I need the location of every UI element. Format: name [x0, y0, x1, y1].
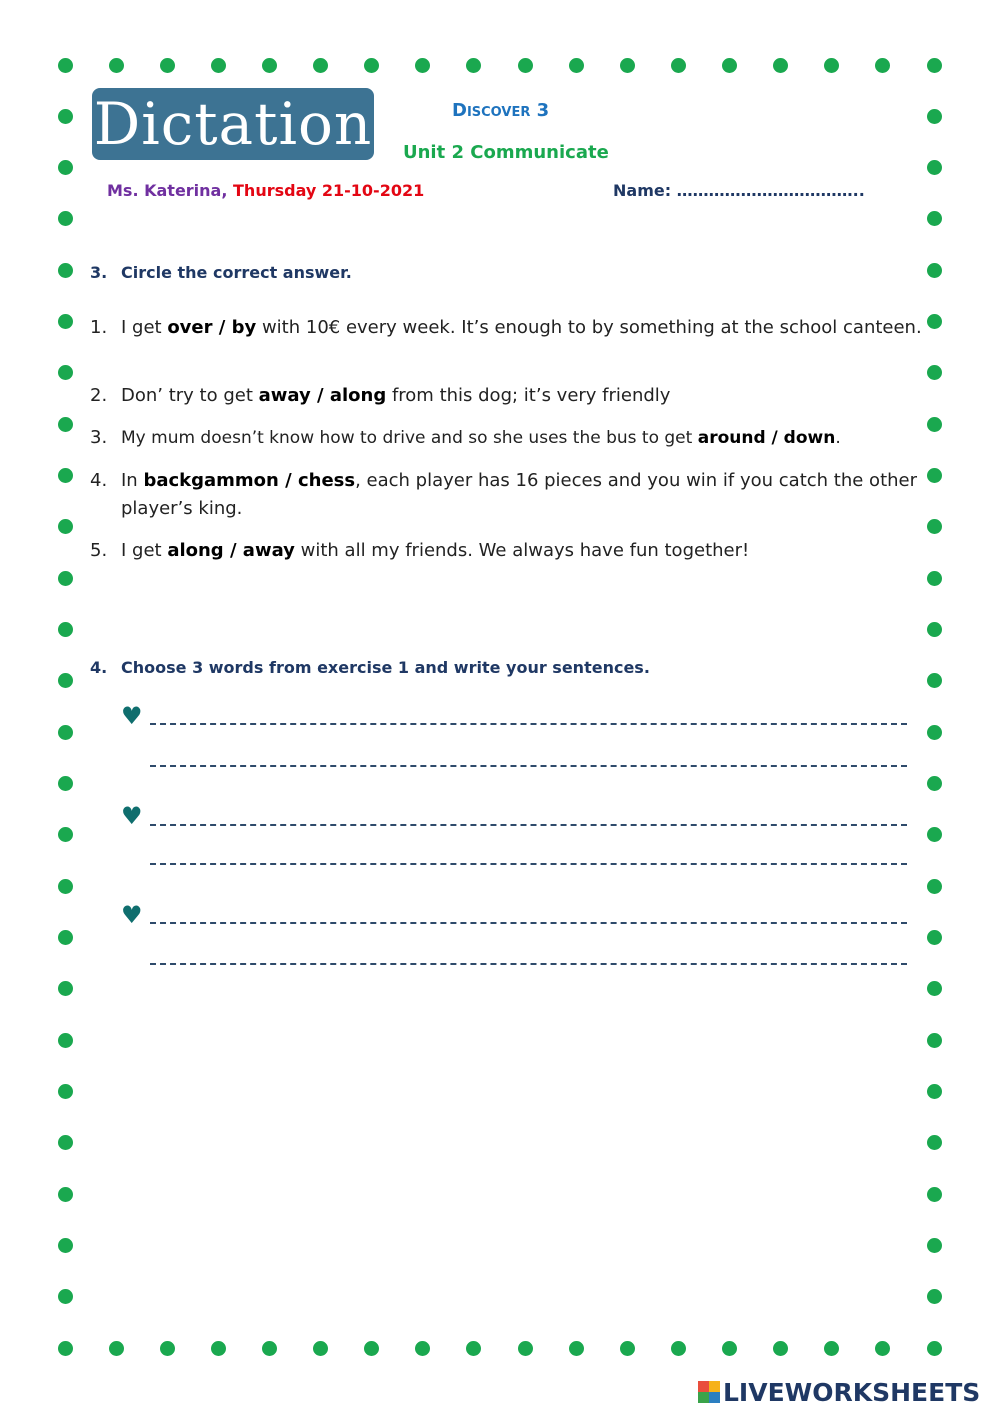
border-dot	[58, 1135, 73, 1150]
border-dot	[824, 1341, 839, 1356]
border-dot	[364, 58, 379, 73]
answer-line[interactable]	[150, 963, 907, 965]
border-dot	[927, 827, 942, 842]
course-title: Discover 3	[452, 100, 550, 121]
teacher-name: Ms. Katerina,	[107, 181, 228, 200]
item-text: I get along / away with all my friends. We always have fun together!	[121, 540, 750, 561]
liveworksheets-logo	[698, 1378, 980, 1406]
border-dot	[518, 1341, 533, 1356]
answer-line[interactable]	[150, 863, 907, 865]
border-dot	[58, 725, 73, 740]
border-dot	[927, 1135, 942, 1150]
date: Thursday 21-10-2021	[233, 181, 425, 200]
border-dot	[927, 622, 942, 637]
border-dot	[927, 981, 942, 996]
border-dot	[671, 58, 686, 73]
border-dot	[722, 58, 737, 73]
answer-options[interactable]: along / away	[167, 540, 295, 561]
border-dot	[313, 58, 328, 73]
border-dot	[160, 1341, 175, 1356]
border-dot	[58, 981, 73, 996]
heart-icon: ♥	[121, 702, 143, 730]
border-dot	[262, 1341, 277, 1356]
border-dot	[927, 263, 942, 278]
answer-line[interactable]	[150, 765, 907, 767]
answer-line[interactable]	[150, 824, 907, 826]
border-dot	[620, 1341, 635, 1356]
border-dot	[58, 365, 73, 380]
border-dot	[313, 1341, 328, 1356]
border-dot	[58, 58, 73, 73]
item-text: In backgammon / chess, each player has 16 pieces and you win if you catch the other player’s king.	[121, 470, 918, 519]
question-item	[90, 382, 930, 410]
border-dot	[58, 673, 73, 688]
border-dot	[58, 160, 73, 175]
border-dot	[58, 468, 73, 483]
border-dot	[671, 1341, 686, 1356]
exercise-3-heading	[90, 263, 352, 282]
question-item	[90, 467, 930, 523]
border-dot	[466, 1341, 481, 1356]
border-dot	[58, 1033, 73, 1048]
answer-options[interactable]: away / along	[258, 385, 387, 406]
item-number: 5.	[90, 540, 108, 561]
border-dot	[927, 160, 942, 175]
border-dot	[569, 1341, 584, 1356]
border-dot	[58, 1084, 73, 1099]
border-dot	[927, 1033, 942, 1048]
dictation-logo	[92, 88, 374, 160]
border-dot	[927, 109, 942, 124]
student-name-field: Name: ……………………………..	[613, 181, 865, 200]
border-dot	[620, 58, 635, 73]
border-dot	[211, 1341, 226, 1356]
border-dot	[927, 571, 942, 586]
border-dot	[364, 1341, 379, 1356]
border-dot	[109, 58, 124, 73]
border-dot	[262, 58, 277, 73]
border-dot	[58, 571, 73, 586]
exercise-number: 3.	[90, 263, 108, 282]
item-text: My mum doesn’t know how to drive and so she uses the bus to get around / down.	[121, 428, 841, 448]
border-dot	[58, 519, 73, 534]
answer-options[interactable]: over / by	[167, 317, 257, 338]
liveworksheets-logo-icon	[698, 1381, 720, 1403]
question-item	[90, 424, 940, 452]
heart-icon: ♥	[121, 802, 143, 830]
border-dot	[927, 725, 942, 740]
item-number: 1.	[90, 317, 108, 338]
border-dot	[927, 1289, 942, 1304]
border-dot	[58, 1341, 73, 1356]
border-dot	[927, 776, 942, 791]
border-dot	[875, 58, 890, 73]
item-number: 2.	[90, 385, 108, 406]
item-number: 3.	[90, 427, 108, 448]
item-number: 4.	[90, 470, 108, 491]
teacher-line	[107, 181, 424, 200]
exercise-instruction: Choose 3 words from exercise 1 and write your sentences.	[121, 658, 650, 677]
border-dot	[773, 58, 788, 73]
item-text: Don’ try to get away / along from this dog; it’s very friendly	[121, 385, 671, 406]
border-dot	[824, 58, 839, 73]
border-dot	[58, 109, 73, 124]
border-dot	[518, 58, 533, 73]
brand-name: LIVEWORKSHEETS	[723, 1377, 981, 1407]
border-dot	[211, 58, 226, 73]
border-dot	[927, 365, 942, 380]
border-dot	[773, 1341, 788, 1356]
border-dot	[58, 776, 73, 791]
border-dot	[927, 673, 942, 688]
border-dot	[466, 58, 481, 73]
border-dot	[415, 58, 430, 73]
border-dot	[927, 1238, 942, 1253]
border-dot	[927, 879, 942, 894]
border-dot	[875, 1341, 890, 1356]
border-dot	[569, 58, 584, 73]
logo-text: Dictation	[93, 90, 373, 158]
border-dot	[58, 314, 73, 329]
answer-line[interactable]	[150, 922, 907, 924]
border-dot	[58, 930, 73, 945]
border-dot	[58, 263, 73, 278]
answer-options[interactable]: around / down	[697, 428, 836, 448]
border-dot	[58, 622, 73, 637]
border-dot	[58, 1238, 73, 1253]
border-dot	[109, 1341, 124, 1356]
border-dot	[58, 827, 73, 842]
unit-title: Unit 2 Communicate	[403, 142, 609, 163]
border-dot	[58, 211, 73, 226]
item-text: I get over / by with 10€ every week. It’s enough to by something at the school canteen.	[121, 317, 922, 338]
question-item	[90, 537, 930, 565]
border-dot	[160, 58, 175, 73]
question-item	[90, 309, 930, 346]
border-dot	[927, 1084, 942, 1099]
border-dot	[927, 1341, 942, 1356]
answer-options[interactable]: backgammon / chess	[143, 470, 356, 491]
answer-line[interactable]	[150, 723, 907, 725]
border-dot	[927, 930, 942, 945]
border-dot	[927, 1187, 942, 1202]
border-dot	[58, 417, 73, 432]
border-dot	[927, 58, 942, 73]
border-dot	[722, 1341, 737, 1356]
exercise-number: 4.	[90, 658, 108, 677]
border-dot	[58, 1187, 73, 1202]
heart-icon: ♥	[121, 901, 143, 929]
exercise-instruction: Circle the correct answer.	[121, 263, 352, 282]
exercise-4-heading	[90, 658, 650, 677]
border-dot	[415, 1341, 430, 1356]
border-dot	[58, 1289, 73, 1304]
border-dot	[927, 211, 942, 226]
border-dot	[58, 879, 73, 894]
